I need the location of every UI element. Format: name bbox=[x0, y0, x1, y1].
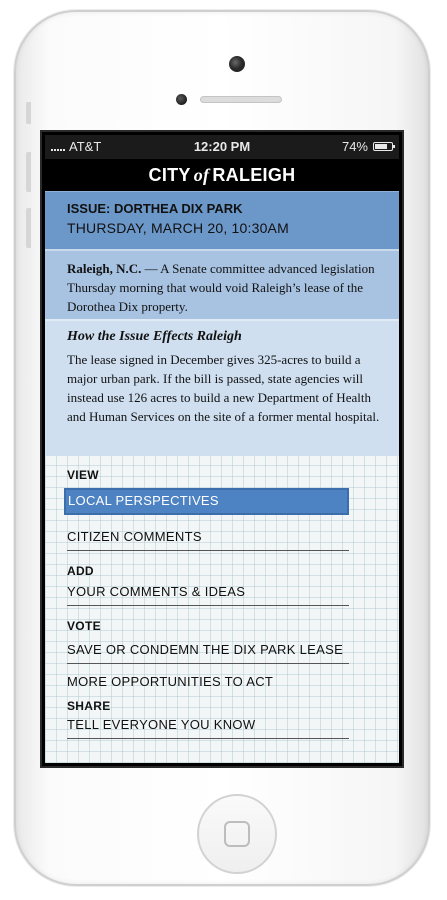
view-section-label: VIEW bbox=[67, 468, 99, 482]
phone-screen bbox=[40, 130, 404, 768]
effects-body: The lease signed in December gives 325-acres to build a major urban park. If the bill is passed, state agencies will instead use 126 acres to build a new Department of Health and Human Services on the site of a former mental hospital. bbox=[67, 352, 380, 424]
summary-dateline: Raleigh, N.C. bbox=[67, 261, 142, 276]
more-opportunities-link[interactable]: MORE OPPORTUNITIES TO ACT bbox=[67, 674, 274, 689]
add-section-label: ADD bbox=[67, 564, 94, 578]
save-condemn-link[interactable]: SAVE OR CONDEMN THE DIX PARK LEASE bbox=[67, 633, 349, 664]
volume-down-button bbox=[26, 208, 31, 248]
issue-summary bbox=[45, 249, 399, 319]
share-section-label: SHARE bbox=[67, 699, 111, 713]
app-title bbox=[45, 159, 399, 191]
vote-section-label: VOTE bbox=[67, 619, 101, 633]
home-square-icon bbox=[224, 821, 250, 847]
tell-everyone-link[interactable]: TELL EVERYONE YOU KNOW bbox=[67, 713, 349, 739]
battery-icon bbox=[373, 142, 393, 151]
summary-text: — A Senate committee advanced legislation Thursday morning that would void Raleigh’s lease of the Dorothea Dix property. bbox=[67, 261, 375, 314]
status-bar bbox=[45, 135, 399, 159]
app-content bbox=[45, 135, 399, 763]
issue-label: ISSUE: DORTHEA DIX PARK bbox=[67, 201, 243, 216]
your-comments-link[interactable]: YOUR COMMENTS & IDEAS bbox=[67, 578, 349, 606]
battery-percent: 74% bbox=[341, 139, 368, 154]
mute-switch bbox=[26, 102, 31, 124]
effects-heading: How the Issue Effects Raleigh bbox=[67, 329, 242, 344]
local-perspectives-link[interactable]: LOCAL PERSPECTIVES bbox=[64, 488, 349, 515]
issue-banner bbox=[45, 191, 399, 249]
volume-up-button bbox=[26, 152, 31, 192]
home-button[interactable] bbox=[197, 794, 277, 874]
title-city: CITY bbox=[148, 165, 191, 185]
title-raleigh: RALEIGH bbox=[212, 165, 296, 185]
front-camera-icon bbox=[229, 56, 245, 72]
carrier-name: AT&T bbox=[69, 139, 102, 154]
earpiece-speaker bbox=[200, 96, 282, 103]
issue-effects bbox=[45, 319, 399, 456]
title-of: of bbox=[193, 165, 210, 185]
proximity-sensor-icon bbox=[176, 94, 187, 105]
battery-group bbox=[342, 139, 393, 154]
action-menu bbox=[45, 456, 399, 739]
citizen-comments-link[interactable]: CITIZEN COMMENTS bbox=[67, 521, 349, 551]
status-time: 12:20 PM bbox=[193, 139, 251, 154]
issue-date: THURSDAY, MARCH 20, 10:30AM bbox=[67, 220, 289, 236]
